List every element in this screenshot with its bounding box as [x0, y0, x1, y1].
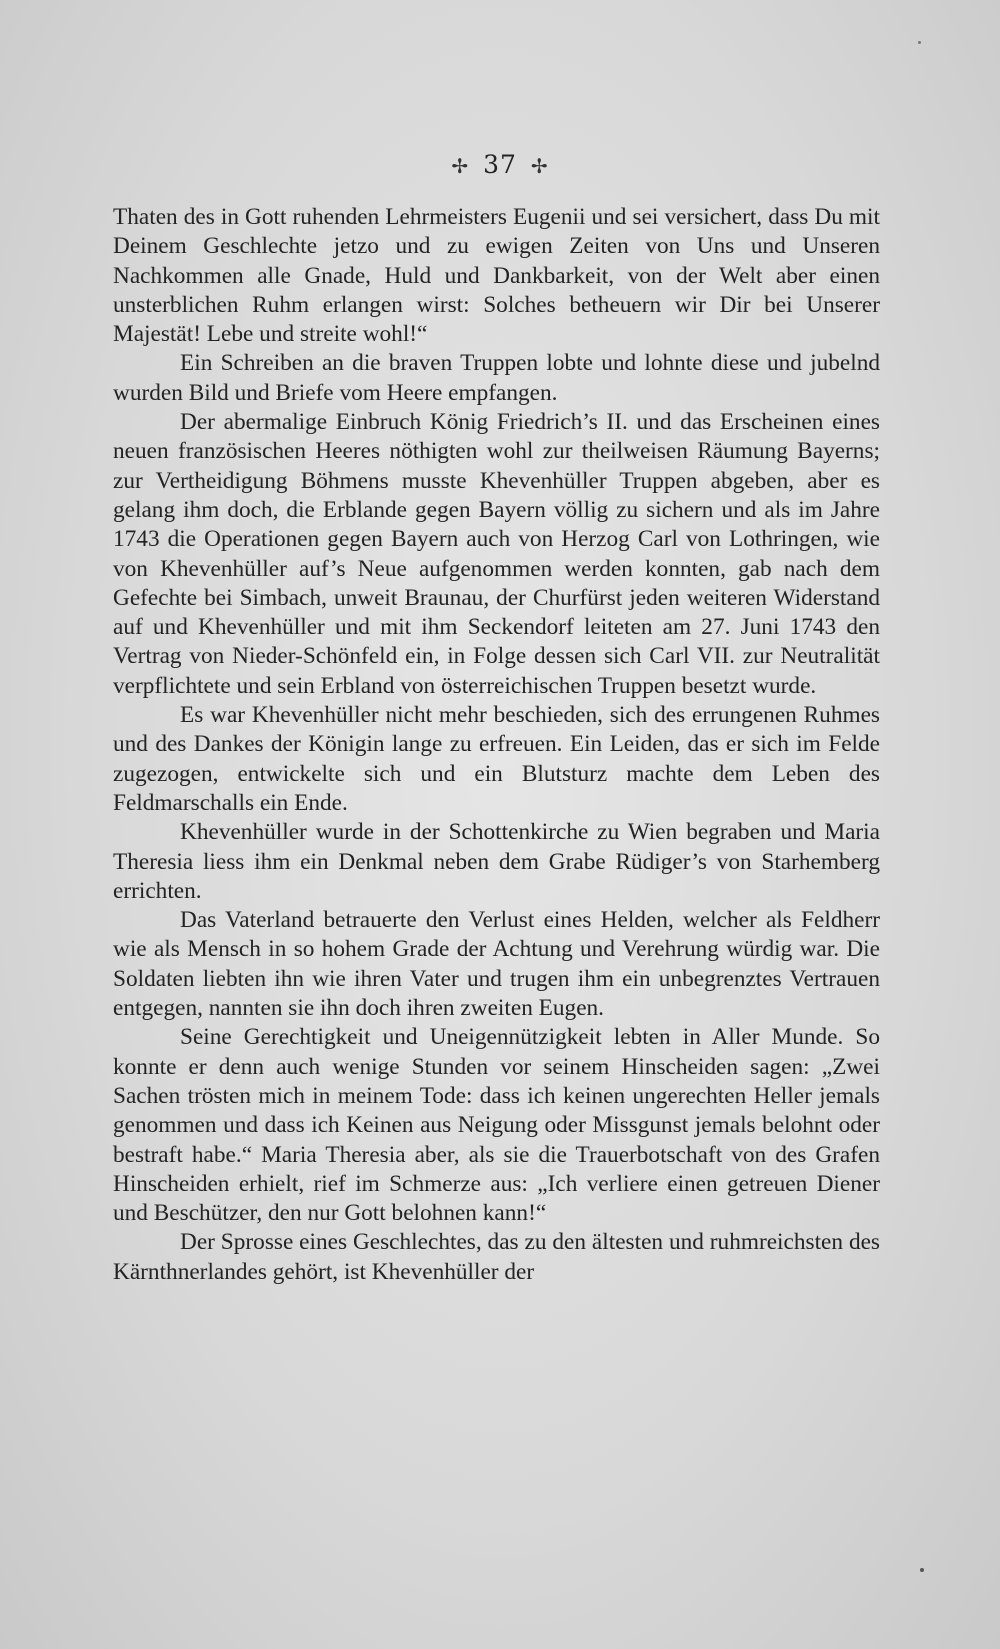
paragraph: Der Sprosse eines Geschlechtes, das zu den ältesten und ruhmreichsten des Kärnthnerlandes gehört, ist Khevenhüller der	[113, 1229, 880, 1285]
paper-speck	[918, 41, 921, 44]
paper-speck	[920, 1568, 924, 1572]
paragraph: Das Vaterland betrauerte den Verlust eines Helden, welcher als Feldherr wie als Mensch in so hohem Grade der Achtung und Verehrung würdig war. Die Soldaten liebten ihn wie ihren Vater und trugen ihm ein unbegrenztes Vertrauen entgegen, nannten sie ihn doch ihren zweiten Eugen.	[113, 907, 880, 1022]
paragraph: Seine Gerechtigkeit und Uneigennützigkeit lebten in Aller Munde. So konnte er denn auch wenige Stunden vor seinem Hinscheiden sagen: „Zwei Sachen trösten mich in meinem Tode: dass ich keinen ungerechten Heller jemals genommen und dass ich Keinen aus Neigung oder Missgunst jemals belohnt oder bestraft habe.“ Maria Theresia aber, als sie die Trauerbotschaft von des Grafen Hinscheiden erhielt, rief im Schmerze aus: „Ich verliere einen getreuen Diener und Beschützer, den nur Gott belohnen kann!“	[113, 1024, 880, 1227]
paragraph: Der abermalige Einbruch König Friedrich’s II. und das Erscheinen eines neuen französischen Heeres nöthigten wohl zur theilweisen Räumung Bayerns; zur Vertheidigung Böhmens musste Khevenhüller Truppen abgeben, aber es gelang ihm doch, die Erblande gegen Bayern völlig zu sichern und als im Jahre 1743 die Operationen gegen Bayern auch von Herzog Carl von Lothringen, wie von Khevenhüller auf’s Neue aufgenommen werden konnten, gab nach dem Gefechte bei Simbach, unweit Braunau, der Churfürst jeden weiteren Widerstand auf und Khevenhüller und mit ihm Seckendorf leiteten am 27. Juni 1743 den Vertrag von Nieder-Schönfeld ein, in Folge dessen sich Carl VII. zur Neutralität verpflichtete und sein Erbland von österreichischen Truppen besetzt wurde.	[113, 409, 880, 699]
right-ornament-icon: ✢	[530, 154, 549, 178]
page-header	[0, 150, 1000, 179]
paragraph: Es war Khevenhüller nicht mehr beschieden, sich des errungenen Ruhmes und des Dankes der Königin lange zu erfreuen. Ein Leiden, das er sich im Felde zugezogen, entwickelte sich und ein Blutsturz machte dem Leben des Feldmarschalls ein Ende.	[113, 702, 880, 816]
page-number: 37	[483, 150, 517, 179]
paragraph: Khevenhüller wurde in der Schottenkirche zu Wien begraben und Maria Theresia liess ihm ein Denkmal neben dem Grabe Rüdiger’s von Starhemberg errichten.	[113, 819, 880, 904]
paragraph: Ein Schreiben an die braven Truppen lobte und lohnte diese und jubelnd wurden Bild und Briefe vom Heere empfangen.	[113, 350, 880, 406]
body-text	[113, 203, 880, 1287]
left-ornament-icon: ✢	[451, 154, 470, 178]
paragraph: Thaten des in Gott ruhenden Lehrmeisters Eugenii und sei versichert, dass Du mit Deinem Geschlechte jetzo und zu ewigen Zeiten von Uns und Unseren Nachkommen alle Gnade, Huld und Dankbarkeit, von der Welt aber einen unsterblichen Ruhm erlangen wirst: Solches betheuern wir Dir bei Unserer Majestät! Lebe und streite wohl!“	[113, 204, 880, 348]
